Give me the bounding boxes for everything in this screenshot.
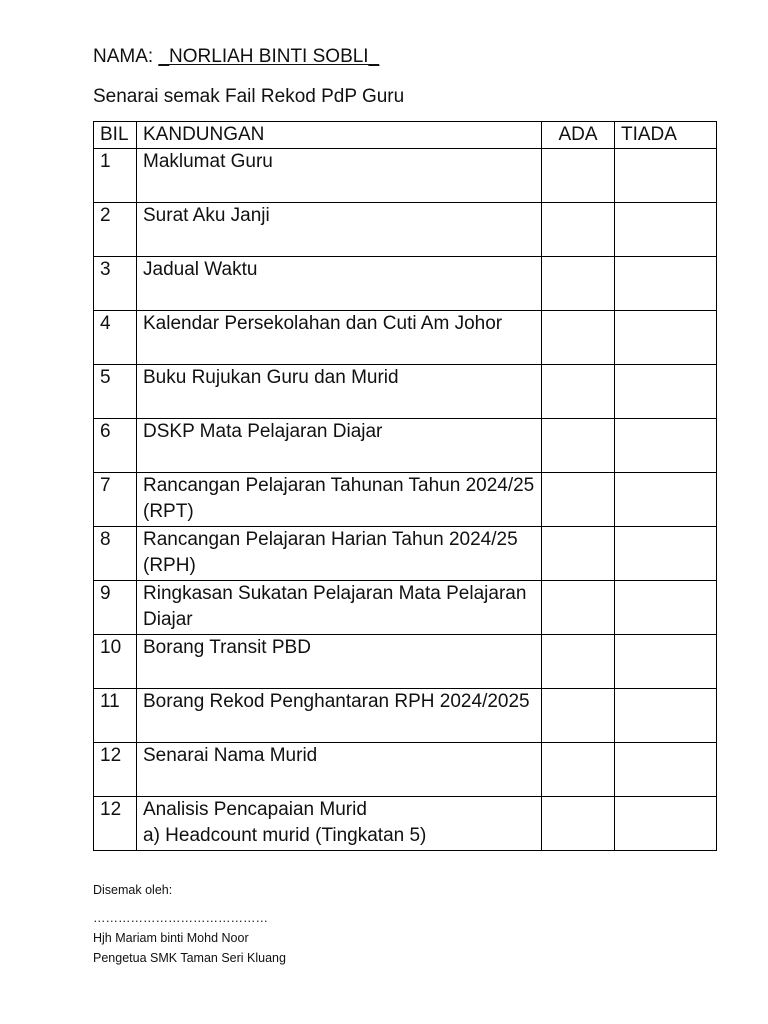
ada-checkbox-cell[interactable]	[542, 257, 615, 311]
row-number: 3	[94, 257, 137, 311]
tiada-checkbox-cell[interactable]	[615, 743, 717, 797]
document-subtitle: Senarai semak Fail Rekod PdP Guru	[93, 86, 405, 107]
row-content: Maklumat Guru	[137, 149, 542, 203]
row-content: Borang Rekod Penghantaran RPH 2024/2025	[137, 689, 542, 743]
tiada-checkbox-cell[interactable]	[615, 257, 717, 311]
column-header-kandungan: KANDUNGAN	[137, 122, 542, 149]
tiada-checkbox-cell[interactable]	[615, 635, 717, 689]
ada-checkbox-cell[interactable]	[542, 311, 615, 365]
ada-checkbox-cell[interactable]	[542, 581, 615, 635]
ada-checkbox-cell[interactable]	[542, 473, 615, 527]
name-label: NAMA:	[93, 46, 154, 67]
table-header-row	[94, 122, 717, 149]
table-row	[94, 203, 717, 257]
row-number: 5	[94, 365, 137, 419]
signature-line: ……………………………………	[93, 911, 268, 925]
row-content: Rancangan Pelajaran Harian Tahun 2024/25 (RPH)	[137, 527, 542, 581]
row-content: Rancangan Pelajaran Tahunan Tahun 2024/25 (RPT)	[137, 473, 542, 527]
table-row	[94, 797, 717, 851]
ada-checkbox-cell[interactable]	[542, 635, 615, 689]
column-header-ada: ADA	[542, 122, 615, 149]
name-line	[93, 45, 379, 69]
signer-name: Hjh Mariam binti Mohd Noor	[93, 931, 249, 945]
ada-checkbox-cell[interactable]	[542, 527, 615, 581]
row-content: Analisis Pencapaian Murid a) Headcount murid (Tingkatan 5)	[137, 797, 542, 851]
table-row	[94, 311, 717, 365]
ada-checkbox-cell[interactable]	[542, 743, 615, 797]
table-row	[94, 743, 717, 797]
table-row	[94, 527, 717, 581]
column-header-bil: BIL	[94, 122, 137, 149]
tiada-checkbox-cell[interactable]	[615, 149, 717, 203]
table-row	[94, 149, 717, 203]
row-number: 4	[94, 311, 137, 365]
row-content: Kalendar Persekolahan dan Cuti Am Johor	[137, 311, 542, 365]
tiada-checkbox-cell[interactable]	[615, 203, 717, 257]
table-row	[94, 365, 717, 419]
row-number: 7	[94, 473, 137, 527]
tiada-checkbox-cell[interactable]	[615, 689, 717, 743]
row-number: 10	[94, 635, 137, 689]
tiada-checkbox-cell[interactable]	[615, 473, 717, 527]
row-number: 2	[94, 203, 137, 257]
row-number: 11	[94, 689, 137, 743]
ada-checkbox-cell[interactable]	[542, 689, 615, 743]
table-row	[94, 473, 717, 527]
ada-checkbox-cell[interactable]	[542, 365, 615, 419]
tiada-checkbox-cell[interactable]	[615, 311, 717, 365]
row-content: DSKP Mata Pelajaran Diajar	[137, 419, 542, 473]
row-content: Surat Aku Janji	[137, 203, 542, 257]
ada-checkbox-cell[interactable]	[542, 203, 615, 257]
tiada-checkbox-cell[interactable]	[615, 581, 717, 635]
row-number: 12	[94, 797, 137, 851]
row-content: Jadual Waktu	[137, 257, 542, 311]
table-row	[94, 257, 717, 311]
checked-by-label: Disemak oleh:	[93, 883, 173, 897]
table-row	[94, 581, 717, 635]
checklist-table	[93, 121, 717, 851]
ada-checkbox-cell[interactable]	[542, 149, 615, 203]
table-row	[94, 635, 717, 689]
table-row	[94, 689, 717, 743]
tiada-checkbox-cell[interactable]	[615, 527, 717, 581]
row-content: Borang Transit PBD	[137, 635, 542, 689]
tiada-checkbox-cell[interactable]	[615, 365, 717, 419]
row-content: Senarai Nama Murid	[137, 743, 542, 797]
row-number: 6	[94, 419, 137, 473]
column-header-tiada: TIADA	[615, 122, 717, 149]
signer-title: Pengetua SMK Taman Seri Kluang	[93, 951, 286, 965]
row-number: 1	[94, 149, 137, 203]
tiada-checkbox-cell[interactable]	[615, 419, 717, 473]
teacher-name: _NORLIAH BINTI SOBLI_	[158, 46, 380, 67]
table-row	[94, 419, 717, 473]
row-content: Ringkasan Sukatan Pelajaran Mata Pelajaran Diajar	[137, 581, 542, 635]
ada-checkbox-cell[interactable]	[542, 797, 615, 851]
row-number: 9	[94, 581, 137, 635]
tiada-checkbox-cell[interactable]	[615, 797, 717, 851]
ada-checkbox-cell[interactable]	[542, 419, 615, 473]
row-number: 8	[94, 527, 137, 581]
row-content: Buku Rujukan Guru dan Murid	[137, 365, 542, 419]
row-number: 12	[94, 743, 137, 797]
checklist-body	[94, 149, 717, 851]
